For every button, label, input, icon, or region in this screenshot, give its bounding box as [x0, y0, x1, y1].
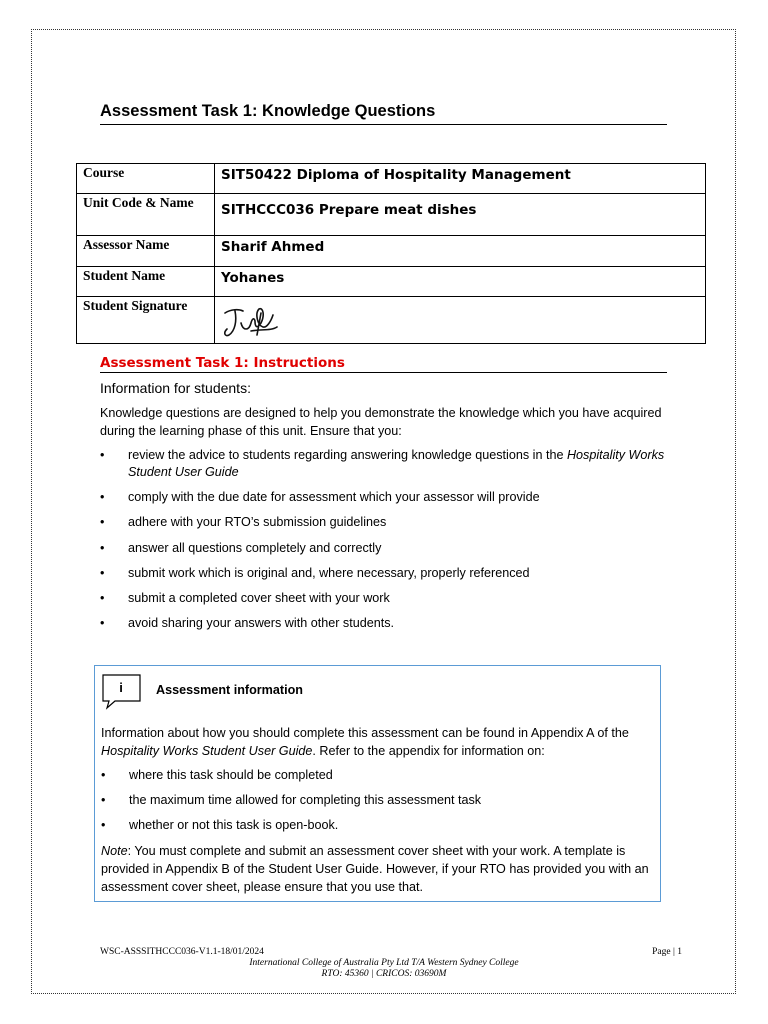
- instructions-heading: Assessment Task 1: Instructions: [100, 355, 667, 373]
- footer-doc-code: WSC-ASSSITHCCC036-V1.1-18/01/2024: [100, 947, 264, 957]
- svg-text:i: i: [119, 680, 123, 695]
- list-item: • whether or not this task is open-book.: [101, 818, 339, 832]
- list-item: • where this task should be completed: [101, 768, 333, 782]
- unit-code-value: SITHCCC036 Prepare meat dishes: [215, 194, 706, 236]
- list-item: • submit a completed cover sheet with your work: [100, 591, 390, 605]
- list-item: • review the advice to students regarding answering knowledge questions in the Hospitality Works Student User Guide: [100, 448, 665, 479]
- box-body: [101, 724, 653, 896]
- footer-college-info: [0, 958, 768, 980]
- instructions-list: [100, 447, 670, 632]
- table-row: [77, 236, 706, 267]
- course-label: Course: [77, 164, 215, 194]
- bullet-icon: •: [101, 793, 106, 807]
- bullet-icon: •: [100, 616, 105, 630]
- table-row: [77, 267, 706, 297]
- information-for-students-heading: Information for students:: [100, 380, 251, 396]
- intro-paragraph: Knowledge questions are designed to help you demonstrate the knowledge which you have acquired during the learning phase of this unit. Ensure that you:: [100, 406, 662, 438]
- list-item: • the maximum time allowed for completing this assessment task: [101, 793, 482, 807]
- bullet-icon: •: [100, 448, 105, 462]
- bullet-icon: •: [101, 818, 106, 832]
- footer-line-2: RTO: 45360 | CRICOS: 03690M: [321, 969, 447, 979]
- course-value: SIT50422 Diploma of Hospitality Management: [215, 164, 706, 194]
- assessor-name-label: Assessor Name: [77, 236, 215, 267]
- signature-image: [221, 301, 281, 341]
- table-row: [77, 164, 706, 194]
- bullet-icon: •: [100, 566, 105, 580]
- footer-page-number: Page | 1: [652, 947, 682, 957]
- footer-line-1: International College of Australia Pty Ltd T/A Western Sydney College: [249, 958, 519, 968]
- bullet-icon: •: [100, 515, 105, 529]
- list-item: • avoid sharing your answers with other students.: [100, 616, 395, 630]
- bullet-icon: •: [101, 768, 106, 782]
- note-paragraph: Note: You must complete and submit an assessment cover sheet with your work. A template is provided in Appendix B of the Student User Guide. However, if your RTO has provided you with an assessment cover sheet, please ensure that you use that.: [101, 844, 649, 894]
- unit-code-label: Unit Code & Name: [77, 194, 215, 236]
- box-title: Assessment information: [156, 683, 303, 697]
- list-item: • adhere with your RTO’s submission guidelines: [100, 515, 387, 529]
- student-name-value: Yohanes: [215, 267, 706, 297]
- table-row: [77, 194, 706, 236]
- list-item: • comply with the due date for assessment which your assessor will provide: [100, 490, 540, 504]
- info-table: [76, 163, 706, 344]
- box-paragraph: Information about how you should complete this assessment can be found in Appendix A of the Hospitality Works Student User Guide. Refer to the appendix for information on:: [101, 726, 629, 758]
- student-signature-label: Student Signature: [77, 297, 215, 344]
- assessment-information-box: [94, 665, 661, 902]
- page-title: Assessment Task 1: Knowledge Questions: [100, 102, 667, 125]
- student-signature-cell: [215, 297, 706, 344]
- list-item: • submit work which is original and, where necessary, properly referenced: [100, 566, 530, 580]
- info-callout-icon: [102, 674, 142, 710]
- bullet-icon: •: [100, 591, 105, 605]
- box-list: [101, 767, 653, 842]
- bullet-icon: •: [100, 490, 105, 504]
- list-item: • answer all questions completely and correctly: [100, 541, 382, 555]
- student-name-label: Student Name: [77, 267, 215, 297]
- assessor-name-value: Sharif Ahmed: [215, 236, 706, 267]
- bullet-icon: •: [100, 541, 105, 555]
- table-row: [77, 297, 706, 344]
